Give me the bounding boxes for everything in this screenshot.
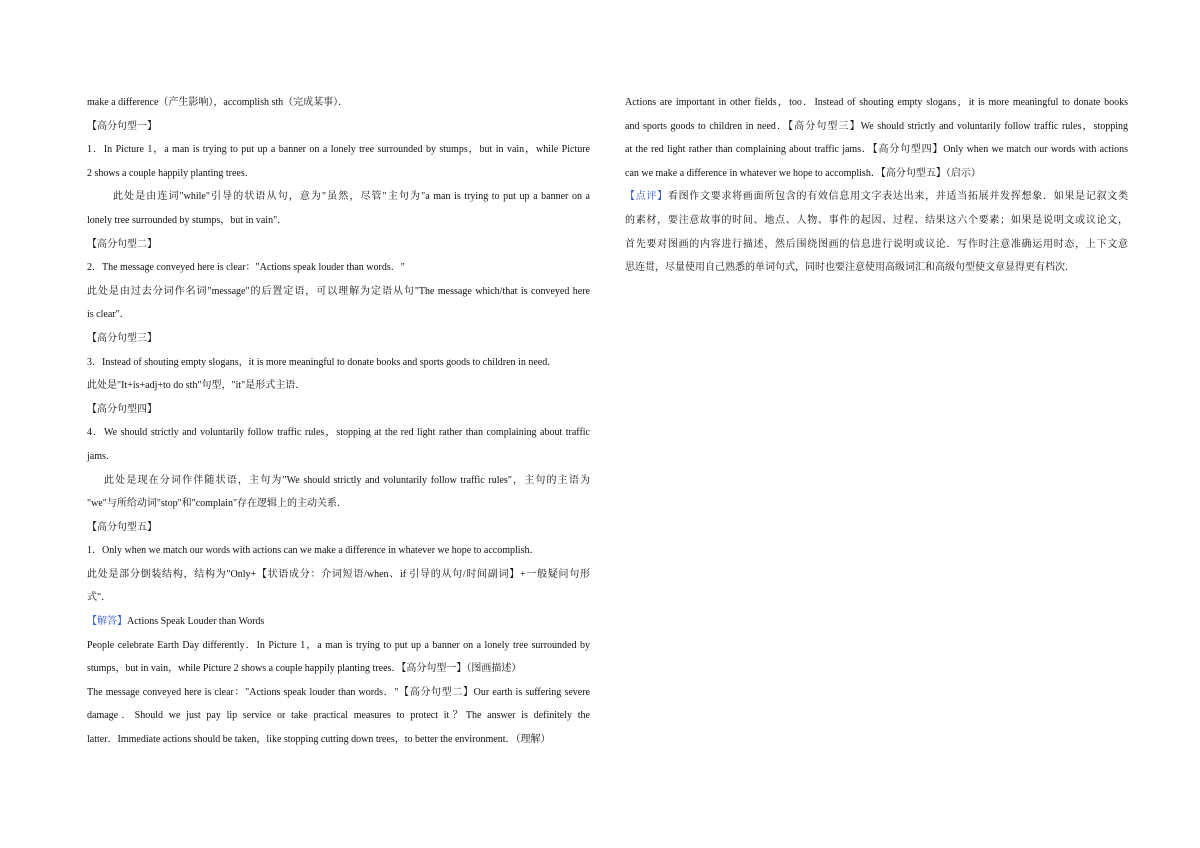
essay-line: Actions are important in other fields，too．Instead of shouting empty slogans，it is more meaningful to donate books [625, 97, 1128, 108]
explanation-line: is clear"． [87, 309, 130, 321]
comment-line: 首先要对图画的内容进行描述，然后围绕图画的信息进行说明或议论．写作时注意准确运用时态，上下文意 [625, 238, 1128, 250]
text-line: 2．The message conveyed here is clear："Actions speak louder than words．" [87, 262, 405, 274]
comment-line: 思连贯，尽量使用自己熟悉的单词句式，同时也要注意使用高级词汇和高级句型使文章显得更有档次． [625, 262, 1075, 274]
right-column [625, 91, 1128, 280]
explanation-line: 式"． [87, 592, 112, 604]
explanation-line: "we"与所给动词"stop"和"complain"存在逻辑上的主动关系． [87, 498, 348, 510]
explanation-line: 此处是由连词"while"引导的状语从句，意为"虽然，尽管"主句为"a man is trying to put up a banner on a [113, 191, 590, 203]
essay-line: The message conveyed here is clear："Actions speak louder than words．"【高分句型二】Our earth is suffering severe [87, 686, 590, 698]
essay-line: People celebrate Earth Day differently．In Picture 1，a man is trying to put up a banner on a lonely tree surrounded by [87, 639, 590, 651]
explanation-line: 此处是现在分词作伴随状语，主句为"We should strictly and voluntarily follow traffic rules"，主句的主语为 [104, 474, 590, 486]
left-column [87, 91, 590, 752]
text-line: 1．In Picture 1，a man is trying to put up a banner on a lonely tree surrounded by stumps，but in vain，while Picture [87, 144, 590, 156]
essay-line: and sports goods to children in need．【高分句型三】We should strictly and voluntarily follow traffic rules，stopping [625, 120, 1128, 132]
section-heading: 【高分句型四】 [87, 403, 157, 415]
essay-line: can we make a difference in whatever we hope to accomplish．【高分句型五】（启示） [625, 167, 981, 179]
comment-label: 【点评】 [625, 191, 668, 203]
section-heading: 【高分句型三】 [87, 332, 157, 344]
answer-title: Actions Speak Louder than Words [127, 616, 265, 628]
explanation-line: lonely tree surrounded by stumps，but in vain"． [87, 214, 288, 226]
answer-label: 【解答】 [87, 616, 127, 628]
comment-first-line [625, 185, 1128, 209]
text-line: make a difference（产生影响），accomplish sth（完成某事）． [87, 97, 349, 108]
text-line: 3．Instead of shouting empty slogans，it is more meaningful to donate books and sports goods to children in need． [87, 356, 558, 368]
text-line: 4．We should strictly and voluntarily follow traffic rules，stopping at the red light rather than complaining about traffic [87, 427, 590, 439]
answer-heading [87, 610, 590, 634]
essay-line: at the red light rather than complaining about traffic jams．【高分句型四】Only when we match our words with actions [625, 144, 1128, 156]
text-line: 2 shows a couple happily planting trees． [87, 167, 255, 179]
explanation-line: 此处是"It+is+adj+to do sth"句型，"it"是形式主语． [87, 380, 306, 392]
text-line: jams． [87, 450, 116, 462]
explanation-line: 此处是部分倒装结构，结构为"Only+【状语成分：介词短语/when、if 引导的从句/时间副词】+一般疑问句形 [87, 568, 590, 580]
essay-line: damage．Should we just pay lip service or take practical measures to protect it？The answer is definitely the [87, 710, 590, 722]
text-line: 1．Only when we match our words with actions can we make a difference in whatever we hope to accomplish． [87, 545, 540, 557]
section-heading: 【高分句型五】 [87, 521, 157, 533]
comment-text: 看图作文要求将画面所包含的有效信息用文字表达出来，并适当拓展并发挥想象．如果是记叙文类 [667, 191, 1129, 203]
section-heading: 【高分句型一】 [87, 120, 157, 132]
explanation-line: 此处是由过去分词作名词"message"的后置定语，可以理解为定语从句"The message which/that is conveyed here [87, 285, 590, 297]
section-heading: 【高分句型二】 [87, 238, 157, 250]
essay-line: latter．Immediate actions should be taken，like stopping cutting down trees，to better the environment．（理解） [87, 734, 551, 746]
essay-line: stumps，but in vain，while Picture 2 shows a couple happily planting trees．【高分句型一】（图画描述） [87, 663, 522, 675]
comment-line: 的素材，要注意故事的时间、地点、人物、事件的起因、过程、结果这六个要素；如果是说明文或议论文， [625, 214, 1128, 226]
